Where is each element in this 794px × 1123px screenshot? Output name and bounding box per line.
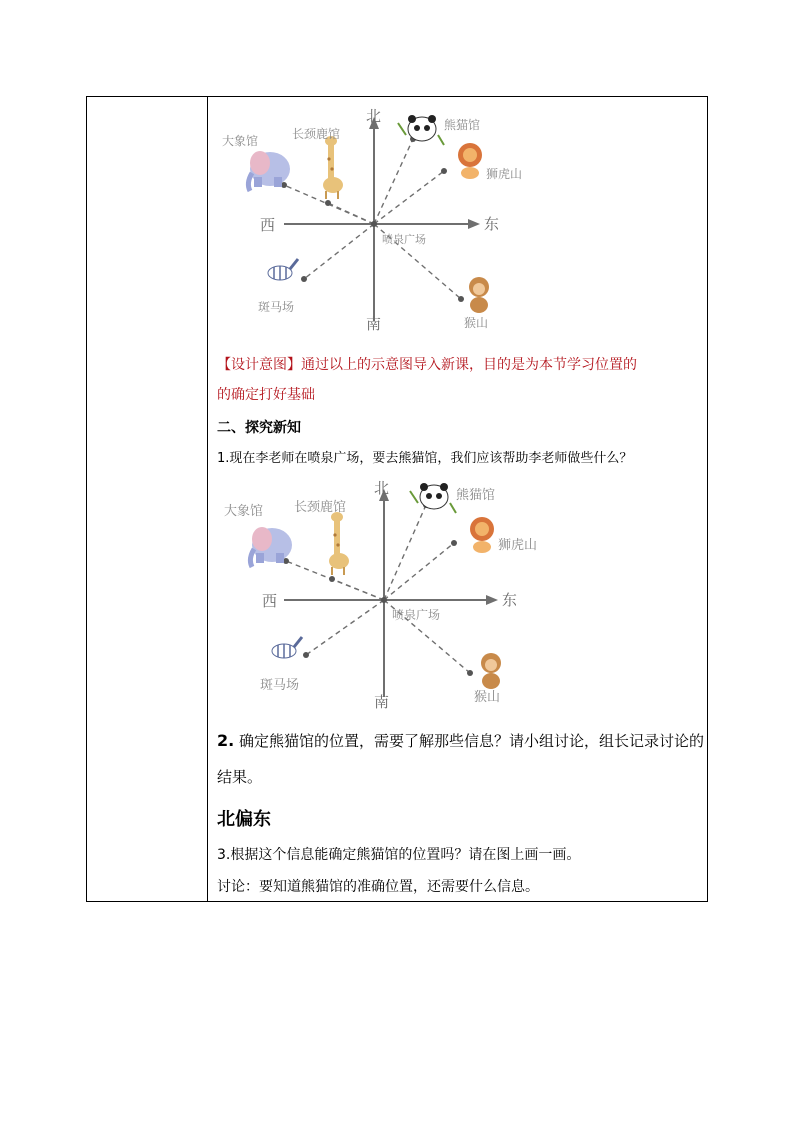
lion-icon — [458, 143, 482, 179]
giraffe-label-2: 长颈鹿馆 — [294, 500, 347, 515]
answer-text: 北偏东 — [217, 809, 271, 830]
zoo-map-1 — [208, 103, 548, 331]
elephant-label-2: 大象馆 — [224, 504, 264, 519]
question-1: 1.现在李老师在喷泉广场，要去熊猫馆，我们应该帮助李老师做些什么？ — [217, 451, 633, 466]
east-label-2: 东 — [502, 591, 518, 609]
west-label-2: 西 — [262, 592, 278, 610]
design-intent-line1 — [217, 355, 637, 375]
lesson-table — [86, 96, 708, 902]
north-label-2: 北 — [374, 479, 390, 497]
south-label: 南 — [366, 315, 382, 331]
lion-label-2: 狮虎山 — [498, 538, 538, 553]
elephant-label: 大象馆 — [222, 134, 259, 148]
fountain-label-2: 喷泉广场 — [392, 608, 441, 622]
question-2-text: 确定熊猫馆的位置，需要了解那些信息？请小组讨论，组长记录讨论的结果。 — [217, 732, 704, 786]
giraffe-icon-2 — [329, 512, 349, 575]
monkey-icon — [469, 277, 489, 313]
section2-title: 二、探究新知 — [217, 420, 301, 436]
panda-label: 熊猫馆 — [444, 118, 481, 132]
design-intent-text: 通过以上的示意图导入新课，目的是为本节学习位置的 — [301, 357, 637, 373]
fountain-label: 喷泉广场 — [382, 233, 426, 246]
south-label-2: 南 — [374, 693, 390, 711]
content-cell — [208, 97, 707, 901]
zebra-label-2: 斑马场 — [260, 678, 300, 693]
east-arrow — [468, 219, 480, 229]
question-3: 3.根据这个信息能确定熊猫馆的位置吗？请在图上画一画。 — [217, 847, 581, 863]
zebra-icon-2 — [272, 637, 302, 658]
panda-icon — [398, 115, 444, 145]
zoo-map-2 — [208, 475, 548, 715]
giraffe-label: 长颈鹿馆 — [292, 127, 341, 141]
east-label: 东 — [484, 215, 500, 233]
panda-label-2: 熊猫馆 — [456, 488, 496, 503]
north-label: 北 — [366, 107, 382, 125]
monkey-icon-2 — [481, 653, 501, 689]
design-intent-line2: 的确定打好基础 — [217, 387, 315, 403]
question-2 — [217, 723, 707, 795]
west-label: 西 — [260, 216, 276, 234]
monkey-label: 猴山 — [464, 316, 489, 330]
zebra-icon — [268, 259, 298, 280]
discussion-text: 讨论：要知道熊猫馆的准确位置，还需要什么信息。 — [217, 879, 539, 895]
east-arrow-2 — [486, 595, 498, 605]
panda-icon-2 — [410, 483, 456, 513]
zebra-label: 斑马场 — [258, 300, 295, 314]
lion-icon-2 — [470, 517, 494, 553]
lion-label: 狮虎山 — [486, 167, 523, 181]
giraffe-icon — [323, 136, 343, 199]
question-2-number: 2. — [217, 731, 235, 750]
design-intent-bracket: 【设计意图】 — [217, 357, 301, 373]
monkey-label-2: 猴山 — [474, 690, 501, 705]
